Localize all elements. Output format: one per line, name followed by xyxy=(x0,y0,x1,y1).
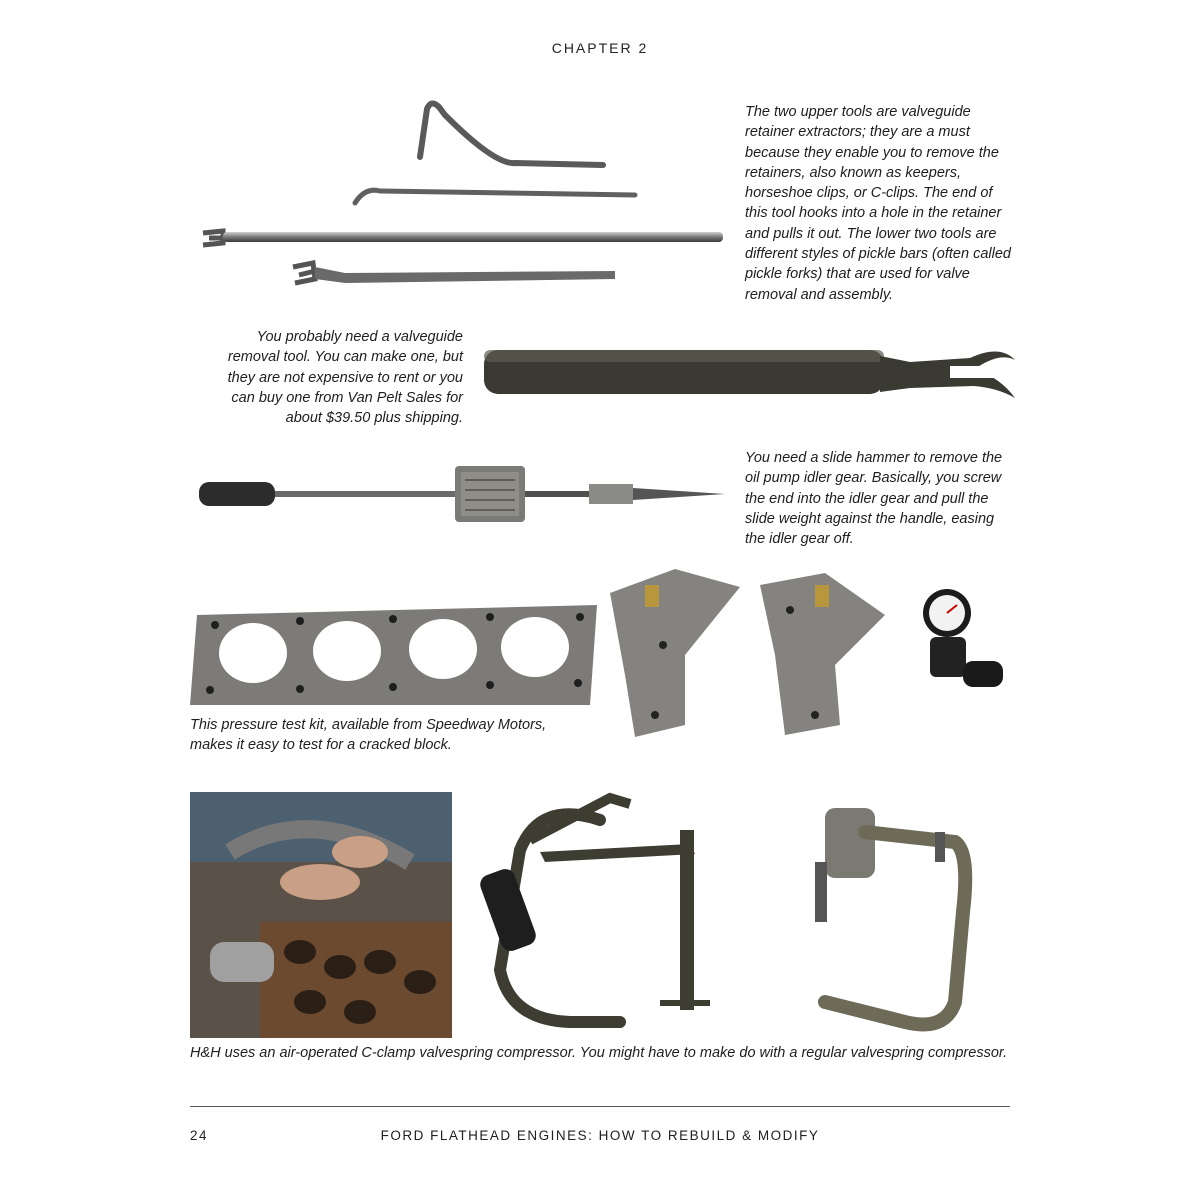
hook-extractor-upper xyxy=(420,103,603,165)
pressure-gauge xyxy=(923,589,1003,687)
book-title: FORD FLATHEAD ENGINES: HOW TO REBUILD & MODIFY xyxy=(380,1128,820,1143)
deck-plate xyxy=(190,605,597,705)
valveguide-tool-photo xyxy=(480,336,1025,416)
caption-compressor: H&H uses an air-operated C-clamp valvespring compressor. You might have to make do with a regular valvespring compressor. xyxy=(190,1045,1008,1061)
caption-valveguide: You probably need a valveguide removal tool. You can make one, but they are not expensive to rent or you can buy one from Van Pelt Sales for about $39.50 plus shipping. xyxy=(227,329,463,427)
chapter-header: CHAPTER 2 xyxy=(551,40,649,56)
hh-compressor-photo xyxy=(190,792,452,1038)
pressure-test-kit-photo xyxy=(185,565,1010,740)
pickle-bar-short xyxy=(293,263,615,283)
footer-divider xyxy=(190,1106,1010,1107)
side-plate-left xyxy=(610,569,740,737)
side-plate-right xyxy=(760,573,885,735)
slide-hammer-photo xyxy=(195,460,735,530)
air-compressor-photo xyxy=(785,792,985,1042)
manual-compressor-photo xyxy=(470,790,760,1040)
caption-pressure-test: This pressure test kit, available from Speedway Motors, makes it easy to test for a cracked block. xyxy=(190,717,547,754)
caption-slide-hammer: You need a slide hammer to remove the oil pump idler gear. Basically, you screw the end into the idler gear and pull the slide weight against the handle, easing the idler gear off. xyxy=(745,450,1003,548)
extractor-tools-photo xyxy=(195,95,735,310)
pickle-bar-long xyxy=(203,231,723,245)
hook-extractor-lower xyxy=(355,190,635,203)
caption-extractors: The two upper tools are valveguide retainer extractors; they are a must because they enable you to remove the retainers, also known as keepers, horseshoe clips, or C-clips. The end of this tool hooks into a hole in the retainer and pulls it out. The lower two tools are different styles of pickle bars (often called pickle forks) that are used for valve removal and assembly. xyxy=(745,104,1011,303)
page-number: 24 xyxy=(190,1128,209,1143)
